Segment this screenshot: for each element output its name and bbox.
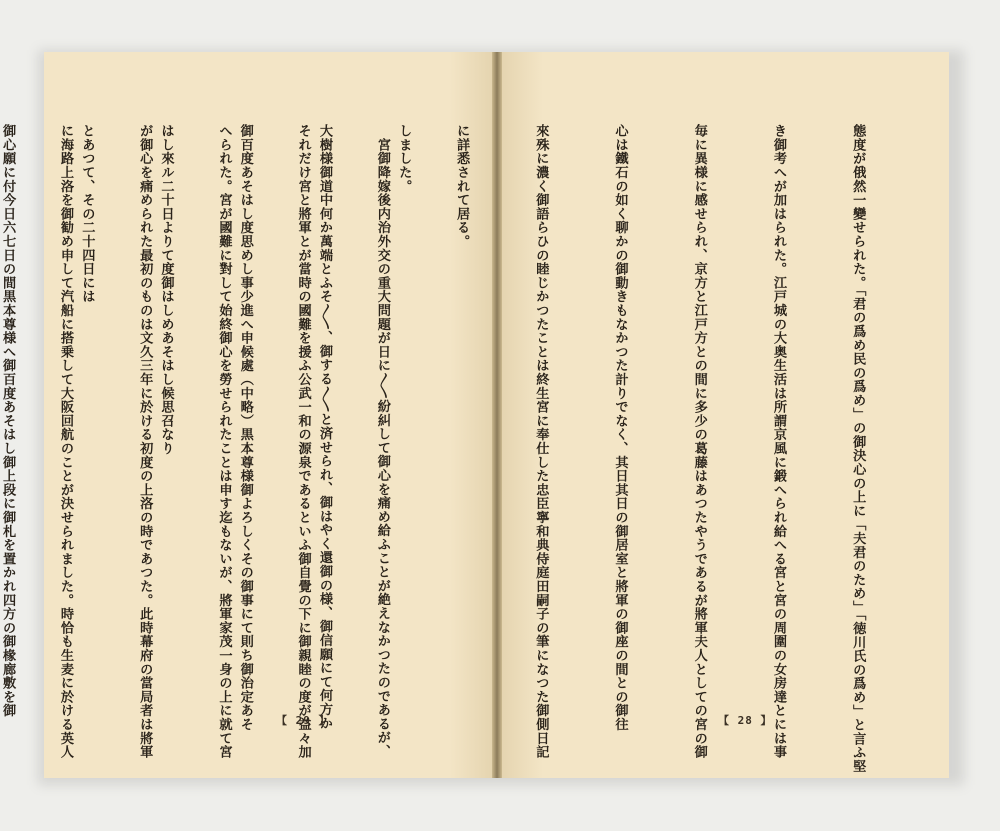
text-column: しました。 (396, 124, 412, 193)
book-gutter (492, 52, 502, 778)
text-column: 大樹様御道中何か萬端とふそ〳〵、御する〳〵と済せられ、御はやく還御の様、御信願にて何方か (316, 124, 332, 730)
text-column: に海路上洛を御勧め申して汽船に搭乗して大阪回航のことが決せられました。時恰も生麦に於ける英人 (58, 124, 73, 759)
text-column: 毎に異様に感せられ、京方と江戸方との間に多少の葛藤はあつたやうであるが將軍夫人としての宮の御 (691, 124, 707, 759)
text-column: へられた。宮が國難に對して始終御心を勞せられたことは申す迄もないが、將軍家茂一身の上に就て宮 (216, 124, 232, 759)
text-column: が御心を痛められた最初のものは文久三年に於ける初度の上洛の時であつた。此時幕府の當局者は將軍 (137, 124, 153, 759)
page-number-right: 【 28 】 (718, 714, 773, 727)
text-column: き御考へが加はられた。江戸城の大奥生活は所謂京風に鍛へられ給へる宮と宮の周圍の女房達とには事 (770, 124, 786, 759)
text-column: それだけ宮と將軍とが當時の國難を援ふ公武一和の源泉であるといふ御自覺の下に御親睦の度が益々加 (295, 124, 311, 759)
text-column: 來殊に濃く御語らひの睦じかつたことは終生宮に奉仕した忠臣寧和典侍庭田嗣子の筆になつた御側日記 (533, 124, 549, 759)
text-column: 御百度あそはし度思めし事少進へ申候處（中略）黒本尊様御よろしくその御事にて則ち御治定あそ (237, 124, 253, 732)
text-column: 心は鐵石の如く聊かの御動きもなかつた計りでなく、其日其日の御居室と將軍の御座の間との御往 (612, 124, 628, 732)
page-number-left: 【 29 】 (276, 714, 331, 727)
text-column: に詳悉されて居る。 (454, 124, 470, 249)
text-column: 態度が俄然一變せられた。「君の爲め民の爲め」の御決心の上に「夫君のため」「徳川氏の爲め」と言ふ堅 (850, 124, 866, 774)
text-column: はし來ル二十日よりて度御はしめあそはし候思召なり (158, 124, 174, 456)
text-column: とあつて、その二十四日には (79, 124, 95, 304)
text-column: 御心願に付今日六七日の間黒本尊様へ御百度あそはし御上段に御札を置かれ四方の御椽廊敷を御 (0, 124, 16, 718)
text-column: 宮御降嫁後内治外交の重大問題が日に〳〵紛糾して御心を痛め給ふことが絶えなかつたのであるが、 (374, 124, 390, 759)
